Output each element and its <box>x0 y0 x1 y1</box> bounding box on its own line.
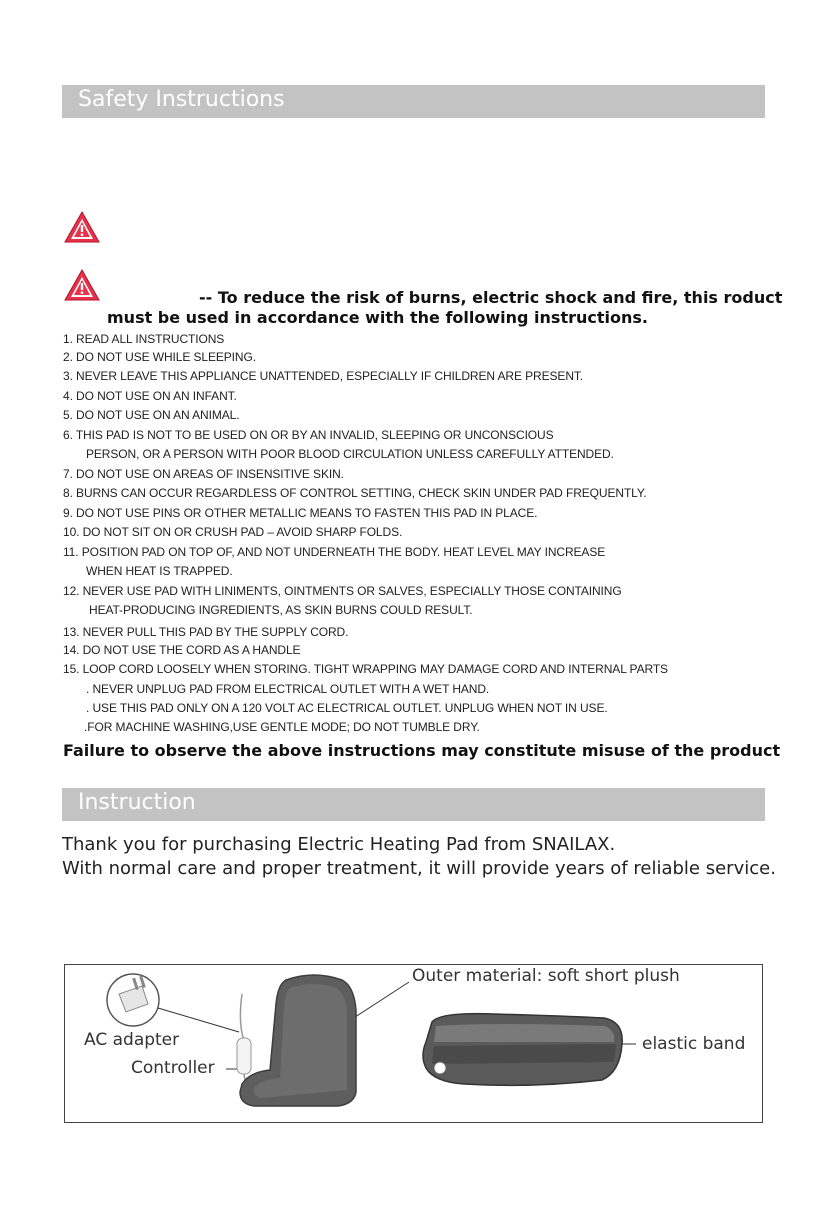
safety-item: 2. DO NOT USE WHILE SLEEPING. <box>63 350 256 364</box>
safety-item: . NEVER UNPLUG PAD FROM ELECTRICAL OUTLET WITH A WET HAND. <box>86 682 490 696</box>
safety-item: 12. NEVER USE PAD WITH LINIMENTS, OINTMENTS OR SALVES, ESPECIALLY THOSE CONTAINING <box>63 584 622 598</box>
warning-line-2: must be used in accordance with the following instructions. <box>107 308 648 327</box>
heating-pad-upright <box>240 975 356 1106</box>
safety-item: 10. DO NOT SIT ON OR CRUSH PAD – AVOID SHARP FOLDS. <box>63 525 403 539</box>
instruction-header <box>62 788 765 821</box>
safety-item: 6. THIS PAD IS NOT TO BE USED ON OR BY AN INVALID, SLEEPING OR UNCONSCIOUS <box>63 428 554 442</box>
safety-item: 8. BURNS CAN OCCUR REGARDLESS OF CONTROL SETTING, CHECK SKIN UNDER PAD FREQUENTLY. <box>63 486 647 500</box>
safety-item: 14. DO NOT USE THE CORD AS A HANDLE <box>63 643 301 657</box>
safety-item: 5. DO NOT USE ON AN ANIMAL. <box>63 408 240 422</box>
warning-triangle-icon <box>63 210 101 244</box>
outer-material-label: Outer material: soft short plush <box>412 966 680 986</box>
safety-item: PERSON, OR A PERSON WITH POOR BLOOD CIRCULATION UNLESS CAREFULLY ATTENDED. <box>86 447 614 461</box>
safety-item: 13. NEVER PULL THIS PAD BY THE SUPPLY CORD. <box>63 625 349 639</box>
safety-item: . USE THIS PAD ONLY ON A 120 VOLT AC ELECTRICAL OUTLET. UNPLUG WHEN NOT IN USE. <box>86 701 608 715</box>
safety-item: 4. DO NOT USE ON AN INFANT. <box>63 389 237 403</box>
safety-item: 7. DO NOT USE ON AREAS OF INSENSITIVE SKIN. <box>63 467 344 481</box>
safety-item: HEAT-PRODUCING INGREDIENTS, AS SKIN BURNS COULD RESULT. <box>89 603 473 617</box>
safety-item: 3. NEVER LEAVE THIS APPLIANCE UNATTENDED, ESPECIALLY IF CHILDREN ARE PRESENT. <box>63 369 584 383</box>
ac-adapter-label: AC adapter <box>84 1030 180 1050</box>
warning-line-1: -- To reduce the risk of burns, electric shock and fire, this roduct <box>199 288 783 307</box>
ac-adapter-icon <box>107 974 159 1026</box>
intro-line-2: With normal care and proper treatment, it will provide years of reliable service. <box>62 858 776 879</box>
warning-triangle-icon <box>63 268 101 302</box>
safety-item: 15. LOOP CORD LOOSELY WHEN STORING. TIGHT WRAPPING MAY DAMAGE CORD AND INTERNAL PARTS <box>63 662 668 676</box>
safety-instructions-title: Safety Instructions <box>78 87 285 112</box>
safety-item: WHEN HEAT IS TRAPPED. <box>86 564 233 578</box>
intro-line-1: Thank you for purchasing Electric Heating Pad from SNAILAX. <box>62 834 616 855</box>
instruction-title: Instruction <box>78 790 196 815</box>
safety-item: 11. POSITION PAD ON TOP OF, AND NOT UNDERNEATH THE BODY. HEAT LEVEL MAY INCREASE <box>63 545 606 559</box>
safety-instructions-header <box>62 85 765 118</box>
controller-label: Controller <box>131 1058 215 1078</box>
safety-item: .FOR MACHINE WASHING,USE GENTLE MODE; DO NOT TUMBLE DRY. <box>84 720 480 734</box>
elastic-band-label: elastic band <box>642 1034 746 1054</box>
heating-pad-folded <box>423 1014 622 1086</box>
failure-note: Failure to observe the above instructions may constitute misuse of the product <box>63 741 781 760</box>
safety-item: 9. DO NOT USE PINS OR OTHER METALLIC MEANS TO FASTEN THIS PAD IN PLACE. <box>63 506 538 520</box>
safety-item: 1. READ ALL INSTRUCTIONS <box>63 332 225 346</box>
